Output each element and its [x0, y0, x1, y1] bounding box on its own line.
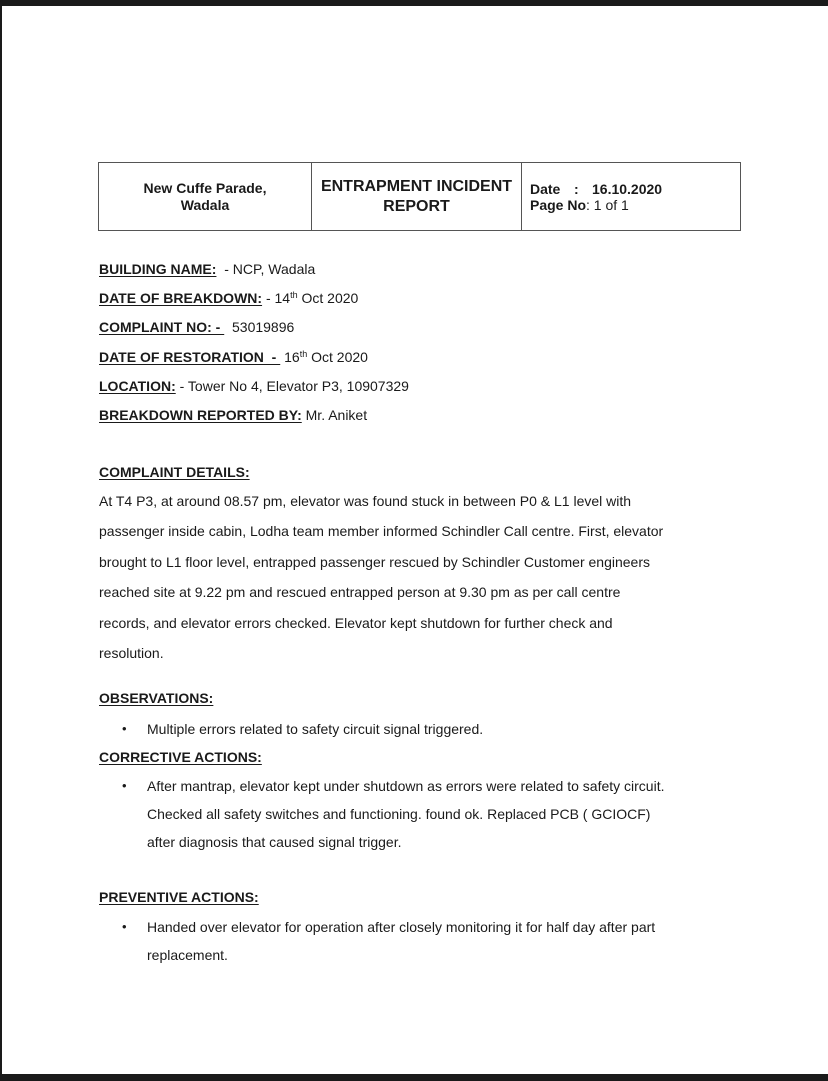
date-colon: :: [574, 180, 579, 197]
complaint-no-field: [99, 318, 294, 336]
bullet-text: [147, 913, 655, 969]
corrective-actions-title: CORRECTIVE ACTIONS:: [99, 749, 262, 765]
complaint-details-line: resolution.: [99, 645, 164, 662]
complaint-details-line: reached site at 9.22 pm and rescued entrapped person at 9.30 pm as per call centre: [99, 584, 621, 601]
complaint-no-label: COMPLAINT NO: -: [99, 319, 225, 335]
date-of-breakdown-field: [99, 289, 358, 307]
complaint-details-title: COMPLAINT DETAILS:: [99, 464, 250, 480]
bullet-line: Handed over elevator for operation after closely monitoring it for half day after part: [147, 919, 656, 935]
header-title-line1: ENTRAPMENT INCIDENT: [320, 177, 513, 195]
reported-by-field: [99, 406, 367, 424]
complaint-details-line: At T4 P3, at around 08.57 pm, elevator was found stuck in between P0 & L1 level with: [99, 493, 632, 509]
date-of-restoration-suffix: th: [299, 349, 308, 359]
date-of-breakdown-month: Oct 2020: [297, 290, 359, 306]
building-name-label: BUILDING NAME:: [99, 261, 217, 277]
page-label: Page No: [530, 196, 587, 213]
header-location-cell: [99, 163, 311, 230]
header-location-line1: New Cuffe Parade,: [143, 179, 267, 196]
bullet-dot: •: [122, 919, 127, 934]
bullet-text: [147, 772, 664, 856]
date-of-breakdown-day: - 14: [262, 290, 291, 306]
document-page: [2, 6, 828, 1074]
reported-by-value: Mr. Aniket: [301, 407, 368, 423]
date-of-restoration-day: 16: [280, 349, 300, 365]
complaint-details-line: records, and elevator errors checked. Elevator kept shutdown for further check and: [99, 614, 613, 631]
bullet-line: Checked all safety switches and functioning. found ok. Replaced PCB ( GCIOCF): [147, 806, 651, 822]
page-value: : 1 of 1: [586, 196, 629, 213]
date-of-restoration-label: DATE OF RESTORATION -: [99, 349, 281, 365]
bullet-dot: •: [122, 721, 127, 736]
location-label: LOCATION:: [99, 378, 176, 394]
date-of-restoration-field: [99, 348, 368, 366]
header-title-line2: REPORT: [383, 197, 450, 215]
date-of-breakdown-label: DATE OF BREAKDOWN:: [99, 290, 263, 306]
building-name-value: - NCP, Wadala: [216, 261, 316, 277]
bullet-line: replacement.: [147, 947, 228, 963]
bullet-line: after diagnosis that caused signal trigger.: [147, 834, 402, 850]
preventive-actions-title: PREVENTIVE ACTIONS:: [99, 889, 259, 905]
header-page-row: [530, 197, 740, 213]
location-value: - Tower No 4, Elevator P3, 10907329: [175, 378, 409, 394]
complaint-details-line: passenger inside cabin, Lodha team member informed Schindler Call centre. First, elevator: [99, 523, 664, 540]
date-label: Date: [530, 180, 561, 197]
bullet-line: Multiple errors related to safety circuit signal triggered.: [147, 721, 484, 737]
header-title-cell: [311, 163, 521, 230]
report-header-table: [98, 162, 741, 231]
date-value: 16.10.2020: [592, 180, 663, 197]
header-date-row: [530, 181, 740, 197]
reported-by-label: BREAKDOWN REPORTED BY:: [99, 407, 302, 423]
complaint-details-line: brought to L1 floor level, entrapped passenger rescued by Schindler Customer engineers: [99, 553, 650, 570]
date-of-breakdown-suffix: th: [290, 290, 298, 300]
building-name-field: [99, 260, 315, 278]
bullet-dot: •: [122, 778, 127, 793]
complaint-no-value: 53019896: [224, 319, 295, 335]
header-location-line2: Wadala: [180, 196, 230, 213]
header-date-cell: [521, 163, 740, 230]
location-field: [99, 377, 409, 395]
bullet-text: [147, 715, 483, 743]
observations-title: OBSERVATIONS:: [99, 690, 214, 706]
complaint-details-paragraph: [99, 486, 739, 668]
date-of-restoration-month: Oct 2020: [307, 349, 368, 365]
bullet-line: After mantrap, elevator kept under shutdown as errors were related to safety circuit.: [147, 778, 665, 794]
